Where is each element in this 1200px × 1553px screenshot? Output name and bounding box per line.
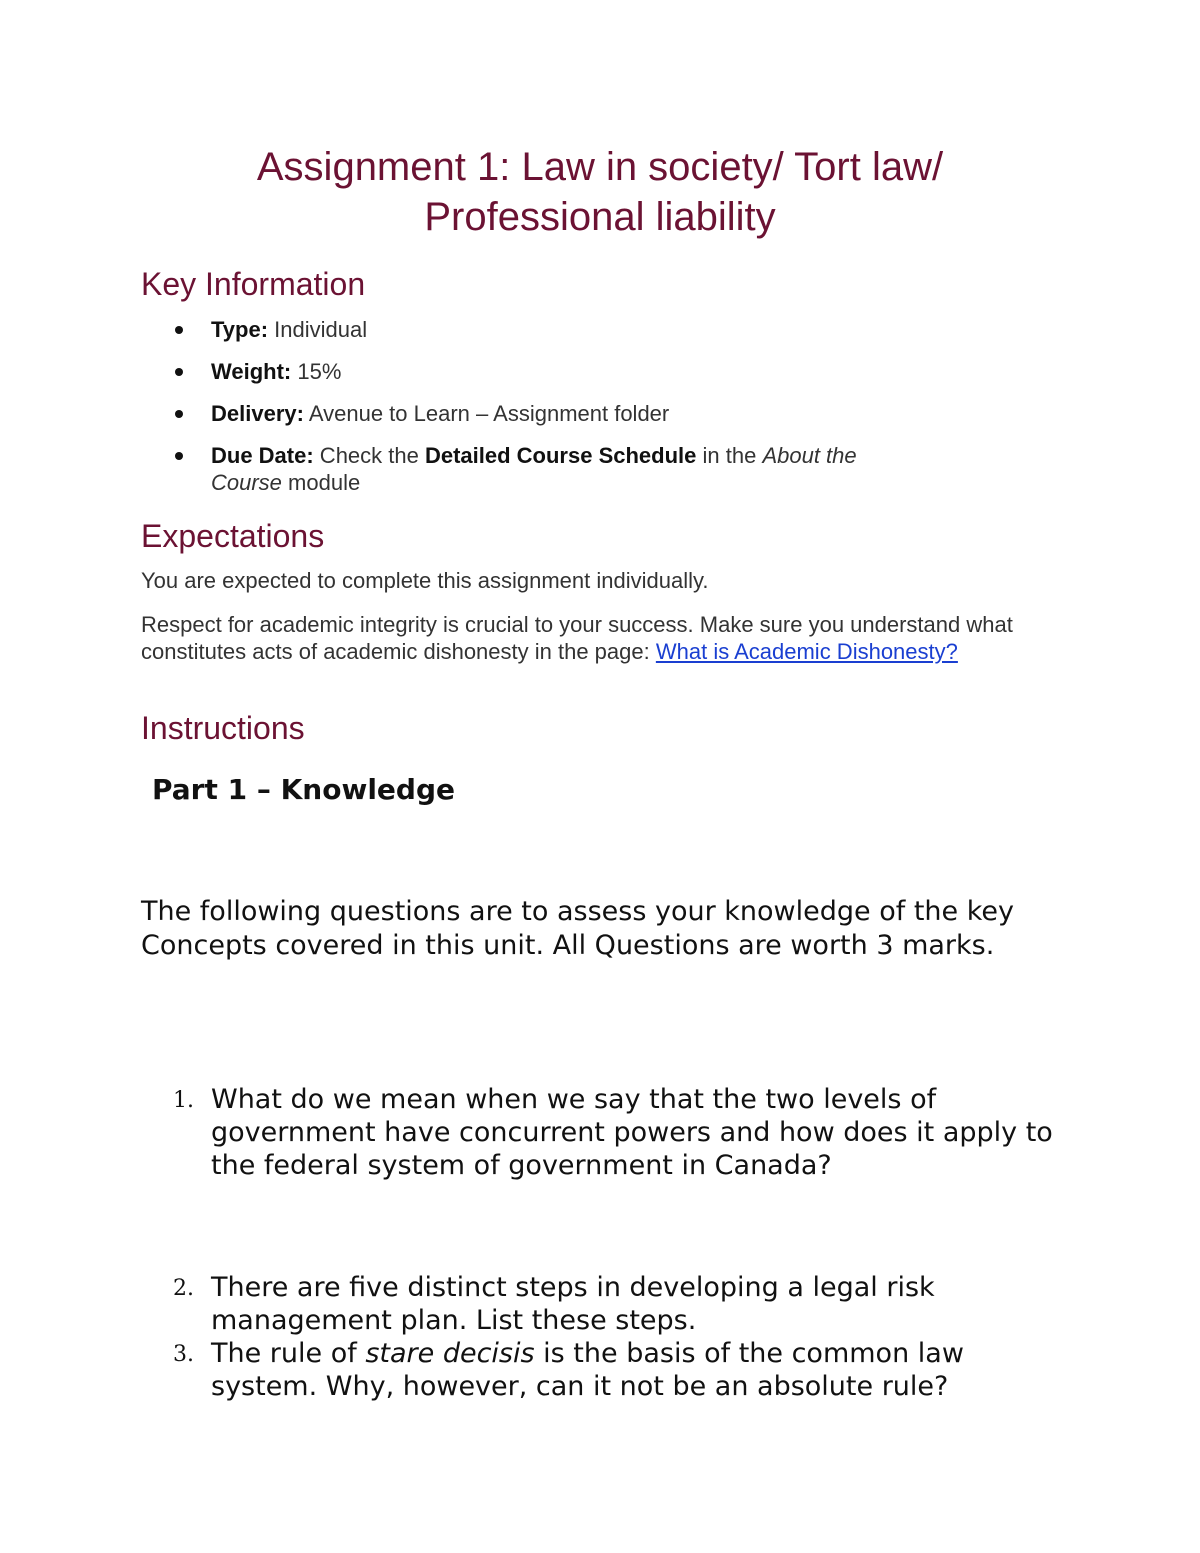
- question-2: [173, 1271, 1061, 1337]
- weight-label: Weight:: [211, 359, 292, 384]
- expectations-paragraph-2: [141, 611, 1041, 665]
- title-line-2: Professional liability: [424, 195, 776, 239]
- type-label-colon: :: [260, 317, 269, 342]
- list-item-due-date: [211, 442, 911, 496]
- type-label: Type: [211, 317, 261, 342]
- due-date-module-name: About the Course: [211, 443, 857, 495]
- academic-dishonesty-link[interactable]: What is Academic Dishonesty?: [655, 639, 958, 664]
- delivery-label: Delivery:: [211, 401, 304, 426]
- list-item-weight: [211, 358, 971, 385]
- due-date-mid: in the: [696, 443, 763, 468]
- document-title: [140, 142, 1060, 242]
- due-date-schedule: Detailed Course Schedule: [424, 443, 697, 468]
- key-information-list: [211, 316, 971, 511]
- expectations-heading: Expectations: [141, 518, 325, 554]
- weight-value: 15%: [291, 359, 342, 384]
- question-1: [173, 1083, 1061, 1182]
- question-3-italic-term: stare decisis: [365, 1338, 535, 1369]
- question-3: [173, 1337, 1061, 1403]
- question-3-post: is the basis of the common law system. Why, however, can it not be an absolute rule?: [211, 1338, 964, 1402]
- due-date-pre: Check the: [313, 443, 425, 468]
- title-line-1: Assignment 1: Law in society/ Tort law/: [256, 145, 944, 189]
- expectations-paragraph-1: You are expected to complete this assignment individually.: [141, 568, 709, 593]
- question-1-text: What do we mean when we say that the two levels of government have concurrent powers and how does it apply to the federal system of government in Canada?: [211, 1084, 1053, 1181]
- integrity-text: Respect for academic integrity is crucial to your success. Make sure you understand what constitutes acts of academic dishonesty in the page:: [141, 612, 1013, 664]
- key-information-heading: Key Information: [141, 266, 366, 302]
- question-3-number: 3.: [173, 1342, 194, 1367]
- due-date-post: module: [281, 470, 361, 495]
- question-3-pre: The rule of: [211, 1338, 366, 1369]
- delivery-value: Avenue to Learn – Assignment folder: [303, 401, 670, 426]
- due-date-label: Due Date:: [211, 443, 314, 468]
- part-1-title: Part 1 – Knowledge: [152, 773, 455, 806]
- instructions-intro: The following questions are to assess your knowledge of the key Concepts covered in this unit. All Questions are worth 3 marks.: [141, 896, 1014, 961]
- instructions-heading: Instructions: [141, 710, 305, 746]
- question-2-number: 2.: [173, 1276, 194, 1301]
- type-value: Individual: [268, 317, 368, 342]
- question-1-number: 1.: [173, 1088, 194, 1113]
- question-2-text: There are five distinct steps in developing a legal risk management plan. List these steps.: [211, 1272, 935, 1336]
- list-item-delivery: [211, 400, 971, 427]
- list-item-type: [211, 316, 971, 343]
